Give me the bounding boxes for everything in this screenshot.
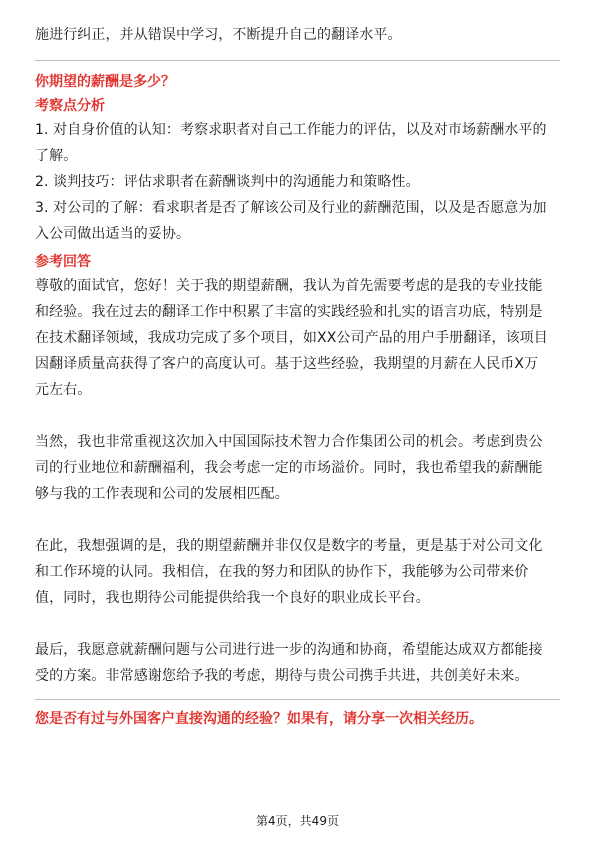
analysis-line: 2. 谈判技巧：评估求职者在薪酬谈判中的沟通能力和策略性。 bbox=[35, 174, 420, 190]
answer-line: 和经验。我在过去的翻译工作中积累了丰富的实践经验和扎实的语言功底，特别是 bbox=[35, 304, 543, 320]
intro-tail-text: 施进行纠正，并从错误中学习，不断提升自己的翻译水平。 bbox=[35, 27, 402, 43]
answer-paragraph bbox=[35, 637, 560, 689]
question-title: 你期望的薪酬是多少？ bbox=[35, 74, 175, 90]
paragraph-gap bbox=[35, 403, 560, 429]
analysis-line: 1. 对自身价值的认知：考察求职者对自己工作能力的评估，以及对市场薪酬水平的 bbox=[35, 122, 547, 138]
answer-line: 值，同时，我也期待公司能提供给我一个良好的职业成长平台。 bbox=[35, 590, 430, 606]
answer-line: 在此，我想强调的是，我的期望薪酬并非仅仅是数字的考量，更是基于对公司文化 bbox=[35, 538, 543, 554]
answer-paragraph bbox=[35, 429, 560, 507]
next-question-title: 您是否有过与外国客户直接沟通的经验？如果有，请分享一次相关经历。 bbox=[35, 711, 483, 727]
answer-line: 受的方案。非常感谢您给予我的考虑，期待与贵公司携手共进，共创美好未来。 bbox=[35, 668, 529, 684]
answer-line: 司的行业地位和薪酬福利，我会考虑一定的市场溢价。同时，我也希望我的薪酬能 bbox=[35, 460, 543, 476]
analysis-line: 入公司做出适当的妥协。 bbox=[35, 226, 191, 242]
analysis-line: 了解。 bbox=[35, 148, 78, 164]
analysis-list bbox=[35, 117, 560, 247]
answer-line: 尊敬的面试官，您好！关于我的期望薪酬，我认为首先需要考虑的是我的专业技能 bbox=[35, 278, 543, 294]
paragraph-gap bbox=[35, 611, 560, 637]
answer-line: 当然，我也非常重视这次加入中国国际技术智力合作集团公司的机会。考虑到贵公 bbox=[35, 434, 543, 450]
answer-line: 元左右。 bbox=[35, 382, 92, 398]
paragraph-gap bbox=[35, 507, 560, 533]
answer-heading: 参考回答 bbox=[35, 254, 91, 270]
answer-line: 够与我的工作表现和公司的发展相匹配。 bbox=[35, 486, 289, 502]
answer-line: 最后，我愿意就薪酬问题与公司进行进一步的沟通和协商，希望能达成双方都能接 bbox=[35, 642, 543, 658]
answer-line: 在技术翻译领域，我成功完成了多个项目，如XX公司产品的用户手册翻译，该项目 bbox=[35, 330, 548, 346]
answer-line: 因翻译质量高获得了客户的高度认可。基于这些经验，我期望的月薪在人民币X万 bbox=[35, 356, 539, 372]
answer-paragraph bbox=[35, 273, 560, 403]
analysis-line: 3. 对公司的了解：看求职者是否了解该公司及行业的薪酬范围，以及是否愿意为加 bbox=[35, 200, 547, 216]
answer-paragraph bbox=[35, 533, 560, 611]
analysis-heading: 考察点分析 bbox=[35, 98, 105, 114]
answer-line: 和工作环境的认同。我相信，在我的努力和团队的协作下，我能够为公司带来价 bbox=[35, 564, 529, 580]
page-number: 第4页，共49页 bbox=[256, 814, 339, 828]
page-content bbox=[35, 22, 560, 730]
